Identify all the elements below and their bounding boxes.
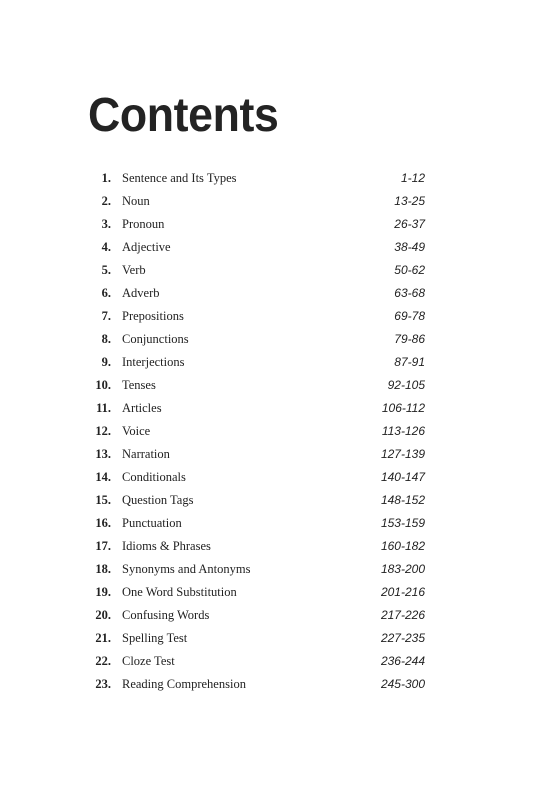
toc-entry[interactable] (0, 651, 533, 674)
toc-entry[interactable] (0, 214, 533, 237)
page-title: Contents (88, 89, 279, 142)
chapter-title: Adverb (122, 286, 160, 300)
toc-entry[interactable] (0, 490, 533, 513)
chapter-title: Confusing Words (122, 608, 210, 622)
chapter-number: 4. (101, 240, 111, 254)
page-range: 160-182 (380, 539, 425, 553)
chapter-number: 9. (101, 355, 111, 369)
chapter-title: Punctuation (122, 516, 182, 530)
toc-entry[interactable] (0, 628, 533, 651)
chapter-title: Verb (122, 263, 146, 277)
chapter-number: 13. (95, 447, 111, 461)
table-of-contents (0, 168, 533, 697)
chapter-title: Narration (122, 447, 170, 461)
toc-entry[interactable] (0, 444, 533, 467)
page-range: 63-68 (394, 286, 425, 300)
chapter-number: 5. (101, 263, 111, 277)
toc-entry[interactable] (0, 329, 533, 352)
chapter-number: 18. (95, 562, 111, 576)
page-range: 217-226 (380, 608, 425, 622)
chapter-number: 7. (101, 309, 111, 323)
toc-entry[interactable] (0, 375, 533, 398)
page-range: 245-300 (380, 677, 425, 691)
chapter-number: 22. (95, 654, 111, 668)
chapter-title: Tenses (122, 378, 156, 392)
page-range: 183-200 (380, 562, 425, 576)
chapter-title: Reading Comprehension (122, 677, 246, 691)
chapter-number: 11. (96, 401, 111, 415)
page-range: 26-37 (394, 217, 425, 231)
toc-entry[interactable] (0, 237, 533, 260)
chapter-title: Interjections (122, 355, 185, 369)
chapter-number: 12. (95, 424, 111, 438)
page-range: 236-244 (380, 654, 425, 668)
toc-entry[interactable] (0, 536, 533, 559)
toc-entry[interactable] (0, 559, 533, 582)
chapter-title: Question Tags (122, 493, 194, 507)
chapter-number: 10. (95, 378, 111, 392)
page-range: 148-152 (380, 493, 425, 507)
chapter-title: Prepositions (122, 309, 184, 323)
page-range: 87-91 (394, 355, 425, 369)
chapter-title: Synonyms and Antonyms (122, 562, 251, 576)
page-range: 227-235 (380, 631, 425, 645)
page-range: 153-159 (380, 516, 425, 530)
page-range: 1-12 (400, 171, 425, 185)
chapter-title: Pronoun (122, 217, 165, 231)
chapter-title: One Word Substitution (122, 585, 237, 599)
toc-entry[interactable] (0, 283, 533, 306)
page-range: 79-86 (394, 332, 425, 346)
chapter-title: Cloze Test (122, 654, 175, 668)
page-range: 113-126 (381, 424, 425, 438)
chapter-number: 8. (101, 332, 111, 346)
chapter-title: Conditionals (122, 470, 186, 484)
chapter-number: 14. (95, 470, 111, 484)
chapter-title: Articles (122, 401, 162, 415)
chapter-title: Voice (122, 424, 151, 438)
chapter-number: 17. (95, 539, 111, 553)
page-range: 13-25 (394, 194, 425, 208)
toc-entry[interactable] (0, 605, 533, 628)
page-range: 50-62 (394, 263, 425, 277)
chapter-title: Adjective (122, 240, 171, 254)
toc-entry[interactable] (0, 352, 533, 375)
chapter-title: Idioms & Phrases (122, 539, 211, 553)
page-range: 38-49 (394, 240, 425, 254)
chapter-title: Conjunctions (122, 332, 189, 346)
page-range: 92-105 (387, 378, 425, 392)
chapter-title: Spelling Test (122, 631, 188, 645)
toc-entry[interactable] (0, 260, 533, 283)
toc-entry[interactable] (0, 306, 533, 329)
chapter-number: 23. (95, 677, 111, 691)
chapter-number: 6. (101, 286, 111, 300)
chapter-number: 1. (101, 171, 111, 185)
toc-entry[interactable] (0, 674, 533, 697)
toc-entry[interactable] (0, 421, 533, 444)
page-range: 127-139 (380, 447, 425, 461)
toc-entry[interactable] (0, 168, 533, 191)
chapter-title: Noun (122, 194, 150, 208)
page-range: 69-78 (394, 309, 425, 323)
chapter-number: 21. (95, 631, 111, 645)
chapter-number: 20. (95, 608, 111, 622)
toc-entry[interactable] (0, 467, 533, 490)
chapter-number: 15. (95, 493, 111, 507)
page-range: 140-147 (380, 470, 425, 484)
chapter-title: Sentence and Its Types (122, 171, 237, 185)
toc-entry[interactable] (0, 398, 533, 421)
chapter-number: 19. (95, 585, 111, 599)
chapter-number: 2. (101, 194, 111, 208)
toc-entry[interactable] (0, 513, 533, 536)
page-range: 106-112 (381, 401, 425, 415)
toc-entry[interactable] (0, 582, 533, 605)
chapter-number: 16. (95, 516, 111, 530)
page-range: 201-216 (380, 585, 425, 599)
chapter-number: 3. (101, 217, 111, 231)
toc-entry[interactable] (0, 191, 533, 214)
